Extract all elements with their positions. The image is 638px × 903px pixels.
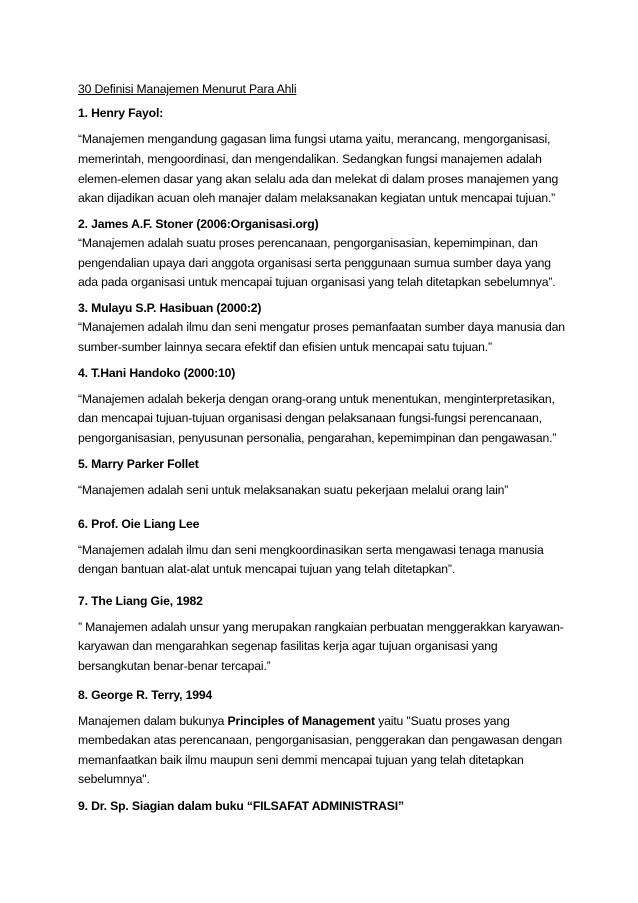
section-9-heading: 9. Dr. Sp. Siagian dalam buku “FILSAFAT ADMINISTRASI” xyxy=(78,799,404,813)
section-1-line-2: memerintah, mengoordinasi, dan mengendalikan. Sedangkan fungsi manajemen adalah xyxy=(78,152,542,166)
section-1-line-3: elemen-elemen dasar yang akan selalu ada dan melekat di dalam proses manajemen yang xyxy=(78,172,559,186)
section-8-line-1 xyxy=(78,714,510,728)
section-1-heading: 1. Henry Fayol: xyxy=(78,106,164,120)
section-1-line-4: akan dijadikan acuan oleh manajer dalam melaksanakan kegiatan untuk mencapai tujuan.” xyxy=(78,191,556,205)
section-7-line-1: ” Manajemen adalah unsur yang merupakan rangkaian perbuatan menggerakkan karyawan- xyxy=(78,620,564,634)
section-2-line-2: pengendalian upaya dari anggota organisasi serta penggunaan sumua sumber daya yang xyxy=(78,256,551,270)
section-8-heading: 8. George R. Terry, 1994 xyxy=(78,688,213,702)
section-8-line-2: membedakan atas perencanaan, pengorganisasian, penggerakan dan pengawasan dengan xyxy=(78,733,563,747)
section-8-line-1-post: yaitu "Suatu proses yang xyxy=(374,714,510,728)
section-3-line-2: sumber-sumber lainnya secara efektif dan efisien untuk mencapai satu tujuan.” xyxy=(78,340,492,354)
section-4-line-1: “Manajemen adalah bekerja dengan orang-orang untuk menentukan, menginterpretasikan, xyxy=(78,392,555,406)
section-5-heading: 5. Marry Parker Follet xyxy=(78,457,199,471)
section-8-line-1-pre: Manajemen dalam bukunya xyxy=(78,714,228,728)
section-3-heading: 3. Mulayu S.P. Hasibuan (2000:2) xyxy=(78,301,262,315)
section-8-line-3: memanfaatkan baik ilmu maupun seni demmi mencapai tujuan yang telah ditetapkan xyxy=(78,753,524,767)
section-4-line-3: pengorganisasian, penyusunan personalia, pengarahan, kepemimpinan dan pengawasan.” xyxy=(78,431,557,445)
section-3-line-1: “Manajemen adalah ilmu dan seni mengatur proses pemanfaatan sumber daya manusia dan xyxy=(78,320,565,334)
section-6-line-1: “Manajemen adalah ilmu dan seni mengkoordinasikan serta mengawasi tenaga manusia xyxy=(78,543,544,557)
section-7-line-2: karyawan dan mengarahkan segenap fasilitas kerja agar tujuan organisasi yang xyxy=(78,639,498,653)
section-2-line-3: ada pada organisasi untuk mencapai tujuan organisasi yang telah ditetapkan sebelumnya”. xyxy=(78,275,556,289)
section-8-line-4: sebelumnya". xyxy=(78,772,150,786)
section-2-line-1: “Manajemen adalah suatu proses perencanaan, pengorganisasian, kepemimpinan, dan xyxy=(78,236,538,250)
section-2-heading: 2. James A.F. Stoner (2006:Organisasi.org) xyxy=(78,217,319,231)
section-6-line-2: dengan bantuan alat-alat untuk mencapai tujuan yang telah ditetapkan”. xyxy=(78,562,456,576)
section-4-heading: 4. T.Hani Handoko (2000:10) xyxy=(78,366,236,380)
section-6-heading: 6. Prof. Oie Liang Lee xyxy=(78,517,200,531)
section-4-line-2: dan mencapai tujuan-tujuan organisasi dengan pelaksanaan fungsi-fungsi perencanaan, xyxy=(78,411,542,425)
book-title: Principles of Management xyxy=(227,714,375,728)
document-title: 30 Definisi Manajemen Menurut Para Ahli xyxy=(78,82,297,96)
section-7-line-3: bersangkutan benar-benar tercapai.” xyxy=(78,659,271,673)
section-1-line-1: “Manajemen mengandung gagasan lima fungsi utama yaitu, merancang, mengorganisasi, xyxy=(78,132,551,146)
section-5-line-1: “Manajemen adalah seni untuk melaksanakan suatu pekerjaan melalui orang lain” xyxy=(78,483,509,497)
section-7-heading: 7. The Liang Gie, 1982 xyxy=(78,594,203,608)
